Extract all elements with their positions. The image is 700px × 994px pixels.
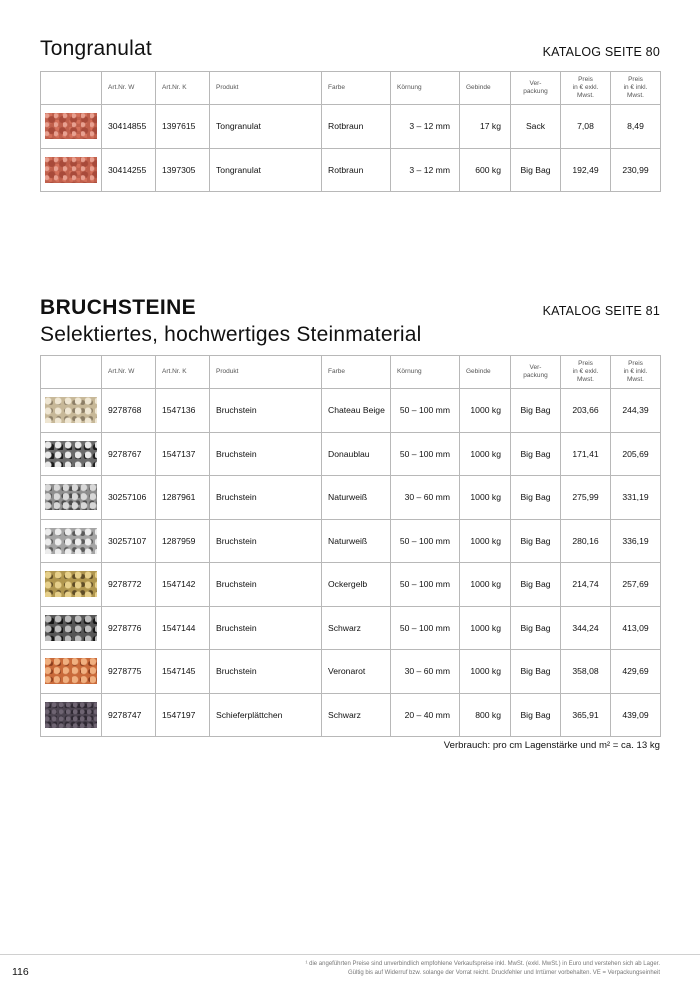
bruchsteine-table (40, 355, 661, 737)
table-row (41, 650, 661, 694)
cell-art-k: 1547142 (156, 563, 210, 607)
usage-note: Verbrauch: pro cm Lagenstärke und m² = ca. 13 kg (443, 740, 660, 751)
table-header-row (41, 72, 661, 105)
cell-art-w: 9278772 (102, 563, 156, 607)
ockergelb-stone-thumbnail (45, 571, 97, 597)
cell-preis-exkl: 171,41 (561, 432, 611, 476)
cell-farbe: Chateau Beige (322, 389, 391, 433)
cell-preis-inkl: 336,19 (611, 519, 661, 563)
header-art-k: Art.Nr. K (156, 356, 210, 389)
cell-art-k: 1287961 (156, 476, 210, 520)
table-row (41, 105, 661, 149)
schwarz-stone-thumbnail (45, 615, 97, 641)
cell-farbe: Naturweiß (322, 519, 391, 563)
cell-verpackung: Big Bag (511, 389, 561, 433)
table-row (41, 519, 661, 563)
header-gebinde: Gebinde (460, 356, 511, 389)
veronarot-stone-thumbnail (45, 658, 97, 684)
cell-preis-inkl: 429,69 (611, 650, 661, 694)
header-produkt: Produkt (210, 72, 322, 105)
cell-art-k: 1397615 (156, 105, 210, 149)
cell-koernung: 30 – 60 mm (391, 650, 460, 694)
header-gebinde: Gebinde (460, 72, 511, 105)
cell-art-w: 30414255 (102, 148, 156, 192)
cell-verpackung: Big Bag (511, 563, 561, 607)
table-row (41, 693, 661, 737)
cell-preis-exkl: 280,16 (561, 519, 611, 563)
chateau-beige-stone-thumbnail (45, 397, 97, 423)
cell-art-k: 1547136 (156, 389, 210, 433)
cell-farbe: Schwarz (322, 693, 391, 737)
cell-produkt: Bruchstein (210, 476, 322, 520)
cell-preis-exkl: 344,24 (561, 606, 611, 650)
cell-preis-exkl: 203,66 (561, 389, 611, 433)
cell-preis-exkl: 214,74 (561, 563, 611, 607)
header-art-w: Art.Nr. W (102, 356, 156, 389)
page-number: 116 (12, 966, 29, 978)
cell-farbe: Rotbraun (322, 148, 391, 192)
disclaimer-line-2: Gültig bis auf Widerruf bzw. solange der Vorrat reicht. Druckfehler und Irrtümer vorbehalten. VE = Verpackungseinheit (348, 969, 660, 976)
rotbraun-granulat-thumbnail (45, 157, 97, 183)
cell-verpackung: Big Bag (511, 650, 561, 694)
cell-gebinde: 1000 kg (460, 606, 511, 650)
header-koernung: Körnung (391, 72, 460, 105)
header-art-k: Art.Nr. K (156, 72, 210, 105)
cell-gebinde: 800 kg (460, 693, 511, 737)
table-row (41, 148, 661, 192)
price-disclaimer (200, 960, 660, 977)
cell-art-k: 1287959 (156, 519, 210, 563)
cell-farbe: Veronarot (322, 650, 391, 694)
cell-farbe: Schwarz (322, 606, 391, 650)
header-koernung: Körnung (391, 356, 460, 389)
cell-preis-inkl: 257,69 (611, 563, 661, 607)
cell-art-w: 30257106 (102, 476, 156, 520)
table-row (41, 563, 661, 607)
cell-verpackung: Big Bag (511, 148, 561, 192)
table-row (41, 476, 661, 520)
cell-gebinde: 600 kg (460, 148, 511, 192)
cell-preis-exkl: 192,49 (561, 148, 611, 192)
cell-preis-inkl: 205,69 (611, 432, 661, 476)
cell-art-k: 1547137 (156, 432, 210, 476)
table-row (41, 389, 661, 433)
cell-produkt: Tongranulat (210, 105, 322, 149)
cell-art-k: 1547197 (156, 693, 210, 737)
naturweiss-stone-thumbnail (45, 484, 97, 510)
cell-koernung: 50 – 100 mm (391, 519, 460, 563)
header-farbe: Farbe (322, 356, 391, 389)
cell-art-w: 9278775 (102, 650, 156, 694)
disclaimer-line-1: ¹ die angeführten Preise sind unverbindlich empfohlene Verkaufspreise inkl. MwSt. (exkl. MwSt.) in Euro und verstehen sich ab Lager. (305, 961, 660, 967)
naturweiss-large-stone-thumbnail (45, 528, 97, 554)
cell-preis-inkl: 8,49 (611, 105, 661, 149)
bruchsteine-catalog-ref: KATALOG SEITE 81 (542, 304, 660, 318)
cell-verpackung: Big Bag (511, 693, 561, 737)
cell-gebinde: 1000 kg (460, 563, 511, 607)
header-farbe: Farbe (322, 72, 391, 105)
cell-farbe: Ockergelb (322, 563, 391, 607)
cell-art-w: 9278768 (102, 389, 156, 433)
cell-farbe: Rotbraun (322, 105, 391, 149)
cell-art-w: 9278747 (102, 693, 156, 737)
cell-gebinde: 17 kg (460, 105, 511, 149)
header-produkt: Produkt (210, 356, 322, 389)
cell-preis-inkl: 331,19 (611, 476, 661, 520)
tongranulat-table (40, 71, 661, 192)
cell-art-k: 1547145 (156, 650, 210, 694)
cell-produkt: Tongranulat (210, 148, 322, 192)
rotbraun-granulat-thumbnail (45, 113, 97, 139)
cell-preis-inkl: 230,99 (611, 148, 661, 192)
cell-farbe: Donaublau (322, 432, 391, 476)
cell-koernung: 3 – 12 mm (391, 105, 460, 149)
cell-koernung: 30 – 60 mm (391, 476, 460, 520)
cell-preis-inkl: 244,39 (611, 389, 661, 433)
cell-produkt: Bruchstein (210, 432, 322, 476)
cell-koernung: 50 – 100 mm (391, 606, 460, 650)
header-image (41, 72, 102, 105)
footer-divider (0, 954, 700, 955)
cell-verpackung: Big Bag (511, 476, 561, 520)
header-preis-inkl: Preis in € inkl. Mwst. (611, 72, 661, 105)
cell-art-k: 1397305 (156, 148, 210, 192)
cell-koernung: 20 – 40 mm (391, 693, 460, 737)
cell-art-w: 30414855 (102, 105, 156, 149)
cell-preis-exkl: 7,08 (561, 105, 611, 149)
cell-art-w: 9278767 (102, 432, 156, 476)
tongranulat-catalog-ref: KATALOG SEITE 80 (542, 45, 660, 59)
tongranulat-title: Tongranulat (40, 37, 152, 60)
cell-produkt: Bruchstein (210, 563, 322, 607)
header-image (41, 356, 102, 389)
cell-verpackung: Big Bag (511, 606, 561, 650)
header-preis-inkl: Preis in € inkl. Mwst. (611, 356, 661, 389)
cell-preis-inkl: 439,09 (611, 693, 661, 737)
cell-preis-inkl: 413,09 (611, 606, 661, 650)
cell-art-w: 30257107 (102, 519, 156, 563)
schiefer-plates-thumbnail (45, 702, 97, 728)
header-art-w: Art.Nr. W (102, 72, 156, 105)
header-preis-exkl: Preis in € exkl. Mwst. (561, 72, 611, 105)
cell-koernung: 50 – 100 mm (391, 389, 460, 433)
cell-produkt: Bruchstein (210, 519, 322, 563)
cell-farbe: Naturweiß (322, 476, 391, 520)
cell-gebinde: 1000 kg (460, 432, 511, 476)
cell-produkt: Bruchstein (210, 650, 322, 694)
bruchsteine-subtitle: Selektiertes, hochwertiges Steinmaterial (40, 323, 422, 346)
cell-art-k: 1547144 (156, 606, 210, 650)
cell-koernung: 3 – 12 mm (391, 148, 460, 192)
header-verpackung: Ver- packung (511, 72, 561, 105)
cell-produkt: Bruchstein (210, 606, 322, 650)
cell-art-w: 9278776 (102, 606, 156, 650)
cell-koernung: 50 – 100 mm (391, 432, 460, 476)
table-header-row (41, 356, 661, 389)
table-row (41, 606, 661, 650)
cell-verpackung: Big Bag (511, 519, 561, 563)
cell-gebinde: 1000 kg (460, 389, 511, 433)
cell-preis-exkl: 365,91 (561, 693, 611, 737)
cell-koernung: 50 – 100 mm (391, 563, 460, 607)
cell-verpackung: Big Bag (511, 432, 561, 476)
cell-gebinde: 1000 kg (460, 519, 511, 563)
cell-produkt: Schieferplättchen (210, 693, 322, 737)
cell-gebinde: 1000 kg (460, 476, 511, 520)
bruchsteine-title: BRUCHSTEINE (40, 296, 197, 319)
header-verpackung: Ver- packung (511, 356, 561, 389)
donaublau-stone-thumbnail (45, 441, 97, 467)
cell-preis-exkl: 358,08 (561, 650, 611, 694)
cell-verpackung: Sack (511, 105, 561, 149)
cell-preis-exkl: 275,99 (561, 476, 611, 520)
header-preis-exkl: Preis in € exkl. Mwst. (561, 356, 611, 389)
cell-gebinde: 1000 kg (460, 650, 511, 694)
table-row (41, 432, 661, 476)
cell-produkt: Bruchstein (210, 389, 322, 433)
